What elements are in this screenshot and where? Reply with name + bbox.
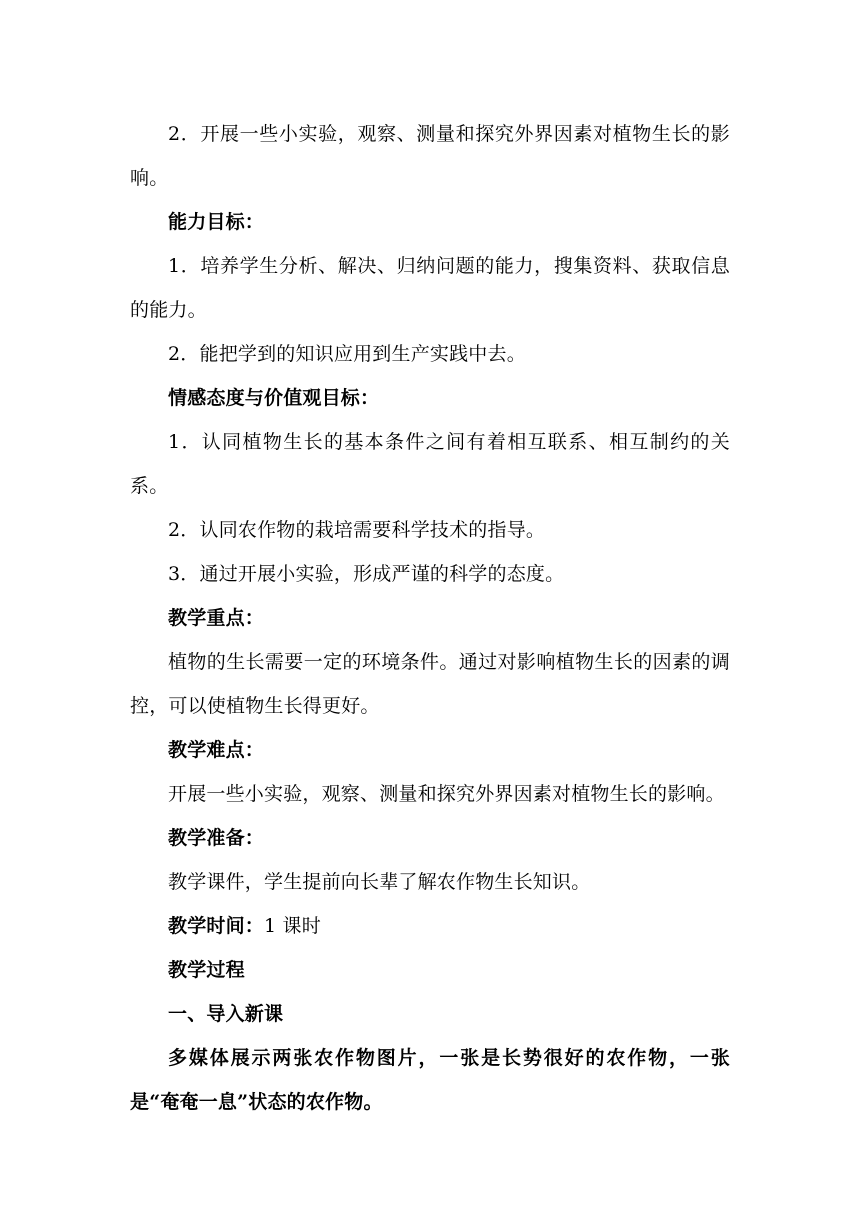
emotion-goal-3-paragraph: 3．通过开展小实验，形成严谨的科学的态度。 — [168, 563, 565, 585]
teaching-time-value: 1 课时 — [264, 915, 321, 937]
teaching-process-heading: 教学过程 — [168, 959, 245, 981]
ability-goal-heading: 能力目标： — [168, 211, 265, 233]
difficulties-heading: 教学难点： — [168, 739, 265, 761]
objective-2-paragraph: 2．开展一些小实验，观察、测量和探究外界因素对植物生长的影响。 — [130, 123, 730, 189]
difficulties-paragraph: 开展一些小实验，观察、测量和探究外界因素对植物生长的影响。 — [168, 783, 725, 805]
intro-section-heading: 一、导入新课 — [168, 1003, 284, 1025]
document-page — [130, 112, 730, 1124]
intro-section-paragraph: 多媒体展示两张农作物图片，一张是长势很好的农作物，一张是“奄奄一息”状态的农作物。 — [130, 1047, 730, 1113]
key-points-heading: 教学重点： — [168, 607, 265, 629]
emotion-values-heading: 情感态度与价值观目标： — [168, 387, 380, 409]
teaching-time-line — [130, 904, 730, 948]
ability-goal-2-paragraph: 2．能把学到的知识应用到生产实践中去。 — [168, 343, 526, 365]
emotion-goal-1-paragraph: 1．认同植物生长的基本条件之间有着相互联系、相互制约的关系。 — [130, 431, 730, 497]
preparation-heading: 教学准备： — [168, 827, 265, 849]
teaching-time-label: 教学时间： — [168, 915, 265, 937]
emotion-goal-2-paragraph: 2．认同农作物的栽培需要科学技术的指导。 — [168, 519, 546, 541]
ability-goal-1-paragraph: 1．培养学生分析、解决、归纳问题的能力，搜集资料、获取信息的能力。 — [130, 255, 730, 321]
key-points-paragraph: 植物的生长需要一定的环境条件。通过对影响植物生长的因素的调控，可以使植物生长得更好。 — [130, 651, 730, 717]
preparation-paragraph: 教学课件，学生提前向长辈了解农作物生长知识。 — [168, 871, 591, 893]
